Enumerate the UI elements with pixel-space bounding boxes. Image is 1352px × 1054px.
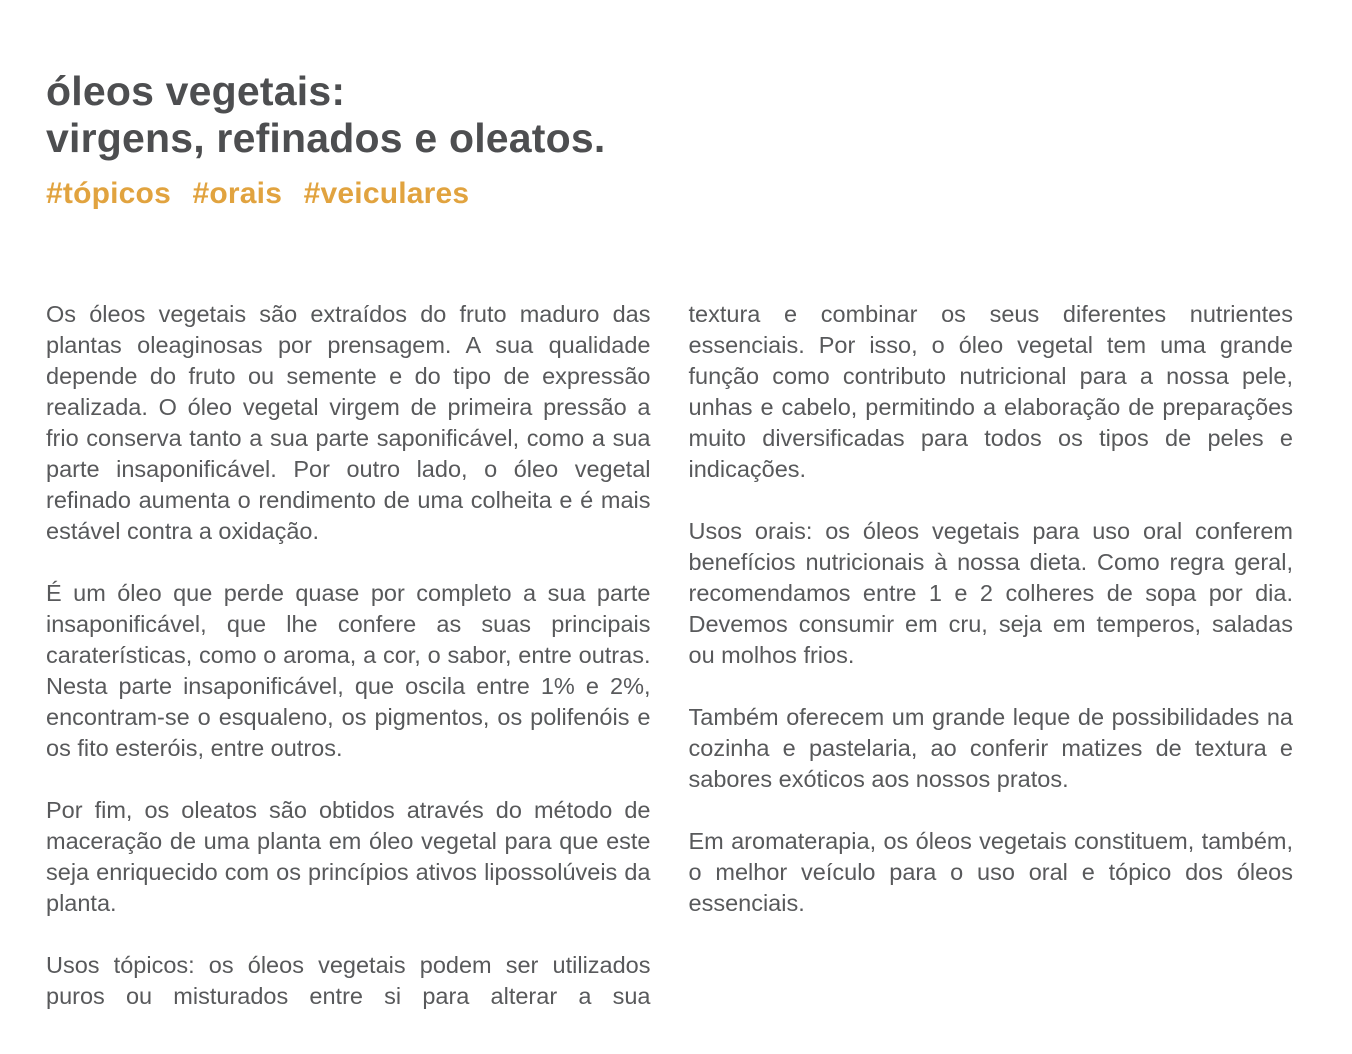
article-header [46, 68, 1293, 211]
page-title [46, 68, 1293, 162]
title-line-1: óleos vegetais: [46, 68, 346, 114]
hashtag-orais: #orais [192, 177, 283, 210]
paragraph-right-1: textura e combinar os seus diferentes nutrientes essenciais. Por isso, o óleo vegetal tem uma grande função como contributo nutricional para a nossa pele, unhas e cabelo, permitindo a elaboração de preparações muito diversificadas para todos os tipos de peles e indicações. [688, 301, 1293, 482]
hashtag-topicos: #tópicos [46, 177, 171, 210]
title-line-2: virgens, refinados e oleatos. [46, 115, 606, 161]
column-right [689, 299, 1294, 1012]
paragraph-left-4: Usos tópicos: os óleos vegetais podem ser utilizados puros ou misturados entre si para alterar a sua [46, 952, 651, 1009]
paragraph-right-4: Em aromaterapia, os óleos vegetais constituem, também, o melhor veículo para o uso oral e tópico dos óleos essenciais. [688, 828, 1293, 916]
paragraph-right-3: Também oferecem um grande leque de possibilidades na cozinha e pastelaria, ao conferir matizes de textura e sabores exóticos aos nossos pratos. [688, 704, 1293, 792]
paragraph-left-1: Os óleos vegetais são extraídos do fruto maduro das plantas oleaginosas por prensagem. A sua qualidade depende do fruto ou semente e do tipo de expressão realizada. O óleo vegetal virgem de primeira pressão a frio conserva tanto a sua parte saponificável, como a sua parte insaponificável. Por outro lado, o óleo vegetal refinado aumenta o rendimento de uma colheita e é mais estável contra a oxidação. [46, 301, 651, 544]
hashtag-veiculares: #veiculares [303, 177, 470, 210]
paragraph-right-2: Usos orais: os óleos vegetais para uso oral conferem benefícios nutricionais à nossa dieta. Como regra geral, recomendamos entre 1 e 2 colheres de sopa por dia. Devemos consumir em cru, seja em temperos, saladas ou molhos frios. [688, 518, 1293, 668]
paragraph-left-3: Por fim, os oleatos são obtidos através do método de maceração de uma planta em óleo vegetal para que este seja enriquecido com os princípios ativos lipossolúveis da planta. [46, 797, 651, 916]
column-left [46, 299, 651, 1012]
hashtag-line [46, 176, 1293, 211]
article-body [46, 299, 1293, 1012]
paragraph-left-2: É um óleo que perde quase por completo a sua parte insaponificável, que lhe confere as suas principais caraterísticas, como o aroma, a cor, o sabor, entre outras. Nesta parte insaponificável, que oscila entre 1% e 2%, encontram-se o esqualeno, os pigmentos, os polifenóis e os fito esteróis, entre outros. [46, 580, 651, 761]
